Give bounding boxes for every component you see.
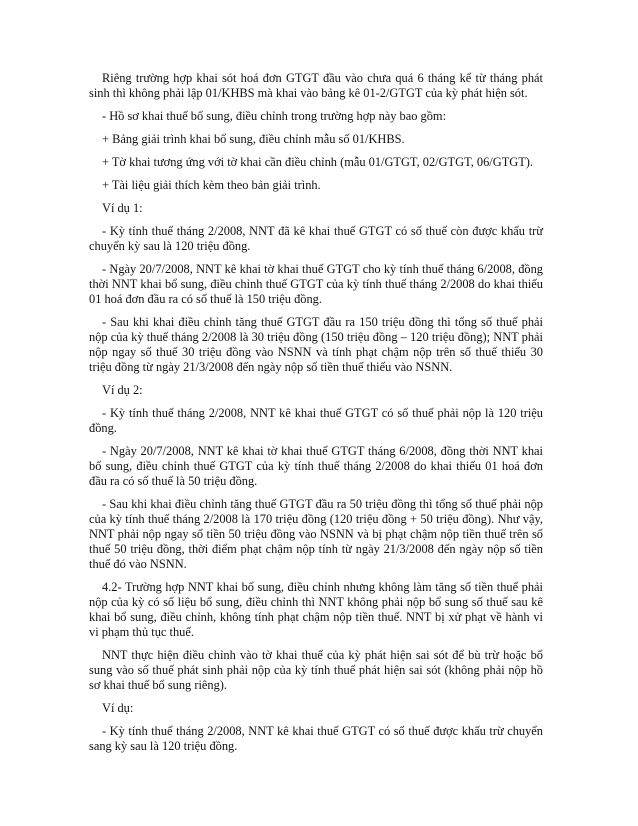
paragraph-dossier-item-2: + Tờ khai tương ứng với tờ khai cần điều chỉnh (mẫu 01/GTGT, 02/GTGT, 06/GTGT). (102, 155, 534, 169)
paragraph-section-4-2: 4.2- Trường hợp NNT khai bổ sung, điều chỉnh nhưng không làm tăng số tiền thuế phải nộp của kỳ có số liệu bổ sung, điều chỉnh thì NNT không phải nộp bổ sung số thuế sau kê khai bổ sung, điều chỉnh, không tính phạt chậm nộp tiền thuế. NNT bị xử phạt về hành vi vi phạm thủ tục thuế. (89, 580, 543, 639)
paragraph-section-4-2-adjustment: NNT thực hiện điều chỉnh vào tờ khai thuế của kỳ phát hiện sai sót để bù trừ hoặc bổ sung vào số thuế phát sinh phải nộp của kỳ tính thuế phát hiện sai sót (không phải nộp hồ sơ khai thuế bổ sung riêng). (89, 648, 543, 692)
paragraph-dossier-item-1: + Bảng giải trình khai bổ sung, điều chỉnh mẫu số 01/KHBS. (102, 132, 405, 146)
paragraph-late-invoice-note: Riêng trường hợp khai sót hoá đơn GTGT đầu vào chưa quá 6 tháng kể từ tháng phát sinh thì không phải lập 01/KHBS mà khai vào bảng kê 01-2/GTGT của kỳ phát hiện sót. (89, 71, 543, 100)
paragraph-example-1-line-3: - Sau khi khai điều chỉnh tăng thuế GTGT đầu ra 150 triệu đồng thì tổng số thuế phải nộp của kỳ thuế tháng 2/2008 là 30 triệu đồng (150 triệu đồng – 120 triệu đồng); NNT phải nộp ngay số thuế 30 triệu đồng vào NSNN và tính phạt chậm nộp trên số thuế thiếu 30 triệu đồng từ ngày 21/3/2008 đến ngày nộp số tiền thuế thiếu vào NSNN. (89, 315, 543, 374)
paragraph-example-2-heading: Ví dụ 2: (102, 383, 143, 397)
paragraph-example-1-line-2: - Ngày 20/7/2008, NNT kê khai tờ khai thuế GTGT cho kỳ tính thuế tháng 6/2008, đồng thời NNT khai bổ sung, điều chỉnh thuế GTGT của kỳ tính thuế tháng 2/2008 do khai thiếu 01 hoá đơn đầu ra có số thuế là 150 triệu đồng. (89, 262, 543, 306)
paragraph-example-2-line-1: - Kỳ tính thuế tháng 2/2008, NNT kê khai thuế GTGT có số thuế phải nộp là 120 triệu đồng. (89, 406, 543, 435)
paragraph-example-3-line-1: - Kỳ tính thuế tháng 2/2008, NNT kê khai thuế GTGT có số thuế được khấu trừ chuyển sang kỳ sau là 120 triệu đồng. (89, 724, 543, 753)
paragraph-example-2-line-3: - Sau khi khai điều chỉnh tăng thuế GTGT đầu ra 50 triệu đồng thì tổng số thuế phải nộp của kỳ tính thuế tháng 2/2008 là 170 triệu đồng (120 triệu đồng + 50 triệu đồng). Như vậy, NNT phải nộp ngay số tiền 50 triệu đồng vào NSNN và bị phạt chậm nộp tiền thuế trên số thuế 50 triệu đồng, thời điểm phạt chậm nộp tính từ ngày 21/3/2008 đến ngày nộp số tiền thuế đó vào NSNN. (89, 497, 543, 571)
paragraph-example-2-line-2: - Ngày 20/7/2008, NNT kê khai tờ khai thuế GTGT tháng 6/2008, đồng thời NNT khai bổ sung, điều chỉnh thuế GTGT của kỳ tính thuế tháng 2/2008 do khai thiếu 01 hoá đơn đầu ra có số thuế là 50 triệu đồng. (89, 444, 543, 488)
paragraph-example-3-heading: Ví dụ: (102, 701, 134, 715)
paragraph-dossier-intro: - Hồ sơ khai thuế bổ sung, điều chỉnh trong trường hợp này bao gồm: (102, 109, 447, 123)
paragraph-example-1-line-1: - Kỳ tính thuế tháng 2/2008, NNT đã kê khai thuế GTGT có số thuế còn được khấu trừ chuyển kỳ sau là 120 triệu đồng. (89, 224, 543, 253)
paragraph-dossier-item-3: + Tài liệu giải thích kèm theo bản giải trình. (102, 178, 321, 192)
paragraph-example-1-heading: Ví dụ 1: (102, 201, 143, 215)
